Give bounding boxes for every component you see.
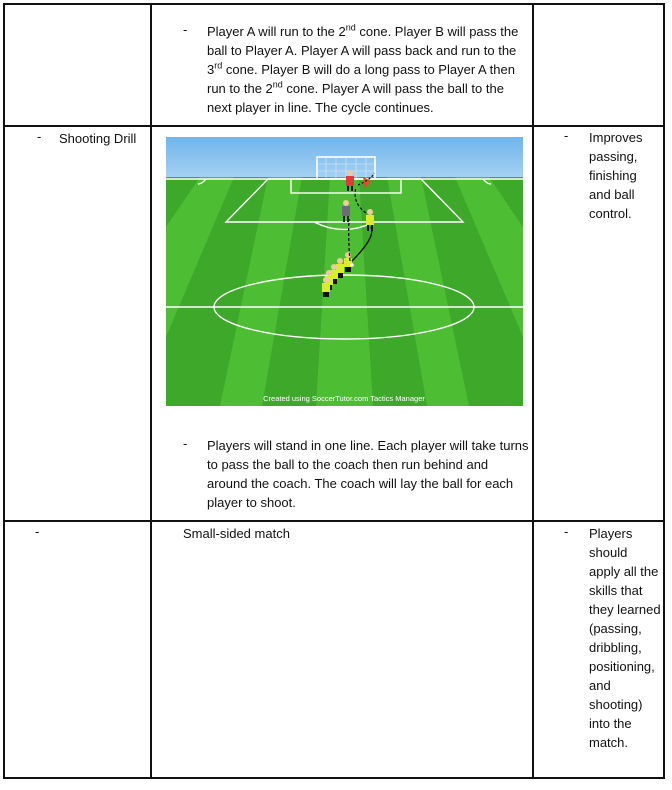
instruction-text: Players will stand in one line. Each player will take turns to pass the ball to the coach then run behind and around the coach. The coach will lay the ball for each player to shoot. <box>207 438 529 510</box>
superscript: nd <box>272 79 283 90</box>
text-run: cone. Player A will pass the ball to the next player in line. The cycle continues. <box>207 81 504 115</box>
table-top-border <box>3 3 665 5</box>
table-bottom-border <box>3 777 665 779</box>
shooting-drill-diagram <box>166 137 523 406</box>
superscript: rd <box>214 60 223 71</box>
activity-bullet-dash: - <box>35 524 40 539</box>
purpose-bullet-dash: - <box>564 524 569 539</box>
diagram-caption: Created using SoccerTutor.com Tactics Manager <box>263 394 425 403</box>
purpose-text: Improves passing, finishing and ball control. <box>589 130 643 221</box>
text-run: cone. Player B will do a long pass to Player A then run to the 2 <box>207 62 515 96</box>
text-run: cone. Player B will pass the ball to Player A. Player A will pass back and run to the 3 <box>207 24 519 77</box>
activity-name: Shooting Drill <box>59 131 137 146</box>
activity-bullet-dash: - <box>37 129 42 144</box>
instruction-text: Small-sided match <box>183 526 290 541</box>
instruction-text <box>207 22 527 117</box>
text-run: Player A will run to the 2 <box>207 24 346 39</box>
table-right-border <box>663 3 665 779</box>
column-divider-1 <box>150 3 152 779</box>
column-divider-2 <box>532 3 534 779</box>
superscript: nd <box>345 22 356 33</box>
purpose-bullet-dash: - <box>564 128 569 143</box>
table-left-border <box>3 3 5 779</box>
row-divider-1 <box>3 125 665 127</box>
instruction-bullet-dash: - <box>183 22 188 37</box>
purpose-text: Players should apply all the skills that they learned (passing, dribbling, positioning, and shooting) into the match. <box>589 526 661 750</box>
instruction-bullet-dash: - <box>183 436 188 451</box>
row-divider-2 <box>3 520 665 522</box>
